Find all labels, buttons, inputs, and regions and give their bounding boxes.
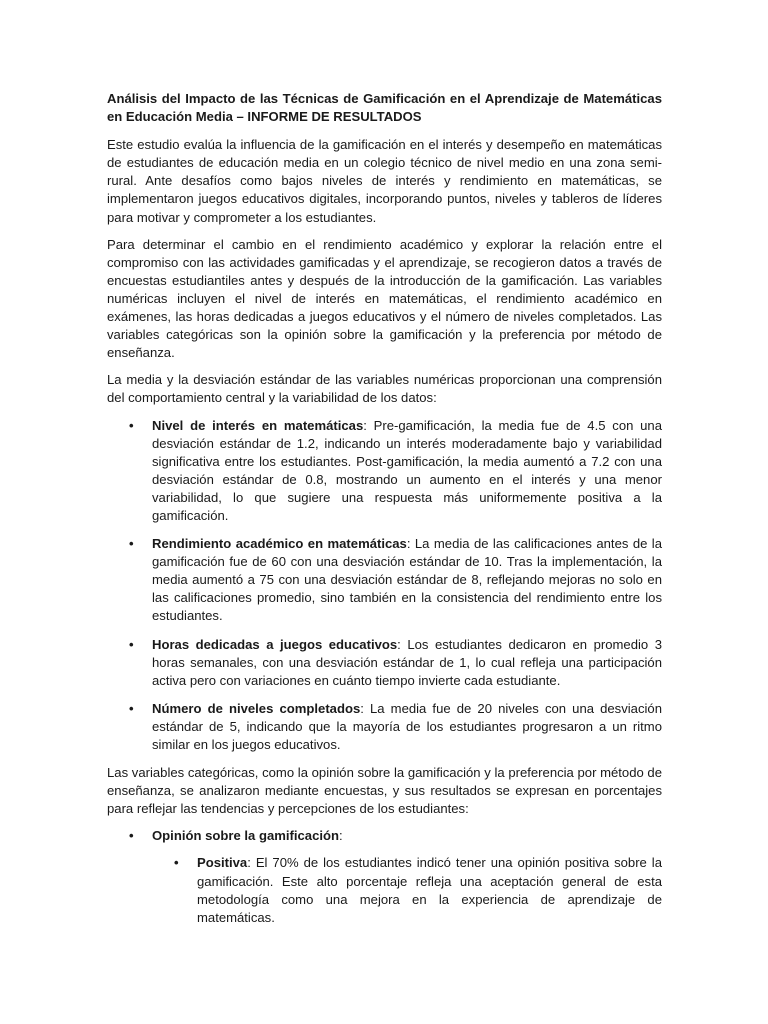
bullet-text: : El 70% de los estudiantes indicó tener una opinión positiva sobre la gamificación. Este alto porcentaje refleja una aceptación general de esta metodología como una mejora en la experiencia de aprendizaje de matemáticas.: [197, 855, 662, 925]
list-item: [107, 417, 662, 526]
intro-paragraph: Este estudio evalúa la influencia de la gamificación en el interés y desempeño en matemáticas de estudiantes de educación media en un colegio técnico de nivel medio en una zona semi-rural. Ante desafíos como bajos niveles de interés y rendimiento en matemáticas, se implementaron juegos educativos digitales, incorporando puntos, niveles y tableros de líderes para motivar y comprometer a los estudiantes.: [107, 137, 662, 225]
list-item: [107, 700, 662, 754]
opinion-sub-list: [152, 854, 662, 926]
bullet-term: Opinión sobre la gamificación: [152, 828, 339, 844]
categorical-paragraph: Las variables categóricas, como la opinión sobre la gamificación y la preferencia por método de enseñanza, se analizaron mediante encuestas, y sus resultados se expresan en porcentajes para reflejar las tendencias y percepciones de los estudiantes:: [107, 765, 662, 817]
bullet-text: :: [338, 828, 343, 844]
list-item: [152, 854, 662, 926]
categorical-variables-list: [107, 827, 662, 926]
list-item: [107, 535, 662, 625]
bullet-text: : Los estudiantes dedicaron en promedio 3 horas semanales, con una desviación estándar de 1, lo cual refleja una participación activa pero con variaciones en cuánto tiempo invierte cada estudiante.: [152, 636, 662, 688]
bullet-term: Positiva: [197, 855, 248, 871]
list-item: [107, 827, 662, 926]
bullet-term: Horas dedicadas a juegos educativos: [152, 636, 398, 652]
methodology-paragraph: Para determinar el cambio en el rendimiento académico y explorar la relación entre el compromiso con las actividades gamificadas y el aprendizaje, se recogieron datos a través de encuestas estudiantiles antes y después de la introducción de la gamificación. Las variables numéricas incluyen el nivel de interés en matemáticas, el rendimiento académico en exámenes, las horas dedicadas a juegos educativos y el número de niveles completados. Las variables categóricas son la opinión sobre la gamificación y la preferencia por método de enseñanza.: [107, 236, 662, 361]
bullet-text: : Pre-gamificación, la media fue de 4.5 con una desviación estándar de 1.2, indicando un interés moderadamente bajo y variabilidad significativa entre los estudiantes. Post-gamificación, la media aumentó a 7.2 con una desviación estándar de 0.8, mostrando un aumento en el interés y una menor variabilidad, lo que sugiere una respuesta más uniformemente positiva a la gamificación.: [152, 417, 662, 523]
bullet-term: Rendimiento académico en matemáticas: [152, 536, 407, 552]
bullet-text: : La media fue de 20 niveles con una desviación estándar de 5, indicando que la mayoría de los estudiantes progresaron a un ritmo similar en los juegos educativos.: [152, 700, 662, 752]
bullet-term: Número de niveles completados: [152, 700, 361, 716]
statistics-intro-paragraph: La media y la desviación estándar de las variables numéricas proporcionan una comprensión del comportamiento central y la variabilidad de los datos:: [107, 372, 662, 406]
list-item: [107, 636, 662, 690]
document-title: Análisis del Impacto de las Técnicas de Gamificación en el Aprendizaje de Matemáticas en Educación Media – INFORME DE RESULTADOS: [107, 91, 662, 125]
document-page: [107, 90, 662, 937]
bullet-text: : La media de las calificaciones antes de la gamificación fue de 60 con una desviación estándar de 10. Tras la implementación, la media aumentó a 75 con una desviación estándar de 8, reflejando mejoras no solo en las calificaciones promedio, sino también en la consistencia del rendimiento entre los estudiantes.: [152, 536, 662, 624]
bullet-term: Nivel de interés en matemáticas: [152, 417, 364, 433]
numeric-variables-list: [107, 417, 662, 755]
